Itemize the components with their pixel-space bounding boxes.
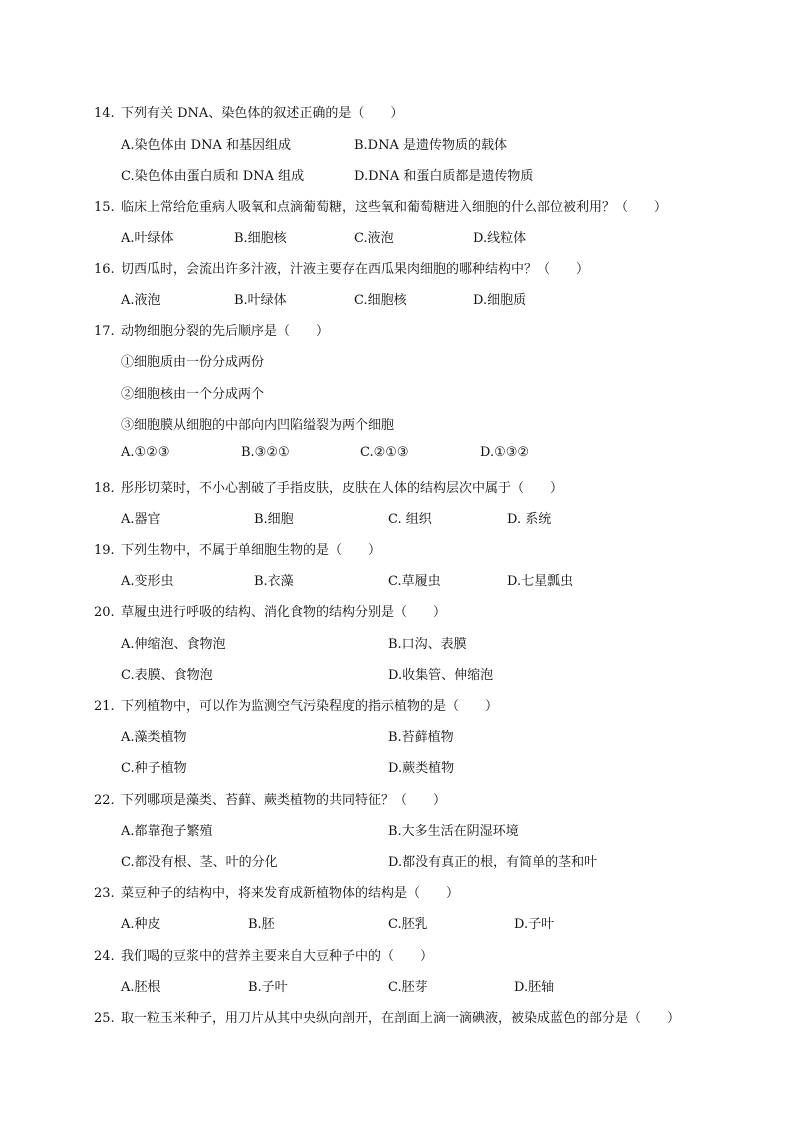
question-15-stem <box>94 196 667 215</box>
question-text: 下列有关 DNA、染色体的叙述正确的是（ ） <box>121 106 404 121</box>
question-text: 下列哪项是藻类、苔藓、蕨类植物的共同特征？（ ） <box>121 793 447 808</box>
question-number: 22. <box>94 793 115 808</box>
question-text: 取一粒玉米种子，用刀片从其中央纵向剖开，在剖面上滴一滴碘液，被染成蓝色的部分是（ ） <box>121 1011 681 1026</box>
option-b: B.细胞核 <box>234 231 287 246</box>
option-b: B.叶绿体 <box>234 293 287 308</box>
option-a: A.藻类植物 <box>121 730 187 745</box>
option-b: B.胚 <box>248 917 275 932</box>
option-c: C.染色体由蛋白质和 DNA 组成 <box>121 169 305 184</box>
option-a: A.变形虫 <box>121 574 174 589</box>
question-number: 16. <box>94 262 115 277</box>
question-text: 草履虫进行呼吸的结构、消化食物的结构分别是（ ） <box>121 605 447 620</box>
option-d: D. 系统 <box>507 512 552 527</box>
option-a: A.器官 <box>121 512 161 527</box>
option-c: C.草履虫 <box>388 574 441 589</box>
question-number: 15. <box>94 200 115 215</box>
option-b: B.口沟、表膜 <box>388 637 467 652</box>
question-number: 14. <box>94 106 115 121</box>
statement-3: ③细胞膜从细胞的中部向内凹陷缢裂为两个细胞 <box>121 418 395 433</box>
option-a: A.液泡 <box>121 293 161 308</box>
question-19-stem <box>94 539 381 558</box>
question-14-stem <box>94 102 403 121</box>
option-c: C.表膜、食物泡 <box>121 668 213 683</box>
question-number: 25. <box>94 1011 115 1026</box>
question-text: 下列植物中，可以作为监测空气污染程度的指示植物的是（ ） <box>121 699 499 714</box>
option-b: B.大多生活在阴湿环境 <box>388 824 519 839</box>
option-d: D.七星瓢虫 <box>507 574 574 589</box>
question-text: 彤彤切菜时，不小心割破了手指皮肤，皮肤在人体的结构层次中属于（ ） <box>121 481 564 496</box>
option-b: B.衣藻 <box>254 574 294 589</box>
option-d: D.线粒体 <box>473 231 527 246</box>
question-text: 我们喝的豆浆中的营养主要来自大豆种子中的（ ） <box>121 949 434 964</box>
question-20-stem <box>94 601 446 620</box>
question-23-stem <box>94 882 459 901</box>
question-text: 切西瓜时，会流出许多汁液，汁液主要存在西瓜果肉细胞的哪种结构中？（ ） <box>121 262 590 277</box>
option-a: A.叶绿体 <box>121 231 174 246</box>
statement-1: ①细胞质由一份分成两份 <box>121 355 265 370</box>
question-text: 动物细胞分裂的先后顺序是（ ） <box>121 324 330 339</box>
option-a: A.①②③ <box>121 445 170 460</box>
option-b: B.③②① <box>241 445 290 460</box>
option-d: D.蕨类植物 <box>388 761 455 776</box>
question-16-stem <box>94 258 589 277</box>
option-d: D.①③② <box>480 445 530 460</box>
question-24-stem <box>94 945 433 964</box>
option-a: A.都靠孢子繁殖 <box>121 824 213 839</box>
option-c: C.胚乳 <box>388 917 428 932</box>
question-22-stem <box>94 789 446 808</box>
option-d: D.子叶 <box>514 917 555 932</box>
option-c: C. 组织 <box>388 512 432 527</box>
option-a: A.染色体由 DNA 和基因组成 <box>121 138 291 153</box>
option-c: C.胚芽 <box>388 980 428 995</box>
option-c: C.种子植物 <box>121 761 187 776</box>
question-number: 23. <box>94 886 115 901</box>
option-b: B.子叶 <box>248 980 288 995</box>
statement-2: ②细胞核由一个分成两个 <box>121 387 265 402</box>
question-18-stem <box>94 477 563 496</box>
option-b: B.DNA 是遗传物质的载体 <box>354 138 508 153</box>
question-number: 18. <box>94 481 115 496</box>
question-text: 临床上常给危重病人吸氧和点滴葡萄糖，这些氧和葡萄糖进入细胞的什么部位被利用？（ ） <box>121 200 668 215</box>
question-text: 菜豆种子的结构中，将来发育成新植物体的结构是（ ） <box>121 886 460 901</box>
option-d: D.胚轴 <box>514 980 555 995</box>
option-d: D.收集管、伸缩泡 <box>388 668 494 683</box>
question-number: 24. <box>94 949 115 964</box>
option-c: C.细胞核 <box>354 293 407 308</box>
question-number: 21. <box>94 699 115 714</box>
question-number: 17. <box>94 324 115 339</box>
option-d: D.都没有真正的根，有简单的茎和叶 <box>388 855 598 870</box>
option-c: C.液泡 <box>354 231 394 246</box>
option-a: A.伸缩泡、食物泡 <box>121 637 226 652</box>
option-c: C.都没有根、茎、叶的分化 <box>121 855 278 870</box>
question-text: 下列生物中，不属于单细胞生物的是（ ） <box>121 543 382 558</box>
question-21-stem <box>94 695 498 714</box>
option-b: B.细胞 <box>254 512 294 527</box>
option-d: D.DNA 和蛋白质都是遗传物质 <box>354 169 534 184</box>
option-c: C.②①③ <box>360 445 409 460</box>
question-17-stem <box>94 320 329 339</box>
option-b: B.苔藓植物 <box>388 730 454 745</box>
question-number: 20. <box>94 605 115 620</box>
option-a: A.胚根 <box>121 980 161 995</box>
option-d: D.细胞质 <box>473 293 527 308</box>
question-number: 19. <box>94 543 115 558</box>
option-a: A.种皮 <box>121 917 161 932</box>
question-25-stem <box>94 1007 680 1026</box>
